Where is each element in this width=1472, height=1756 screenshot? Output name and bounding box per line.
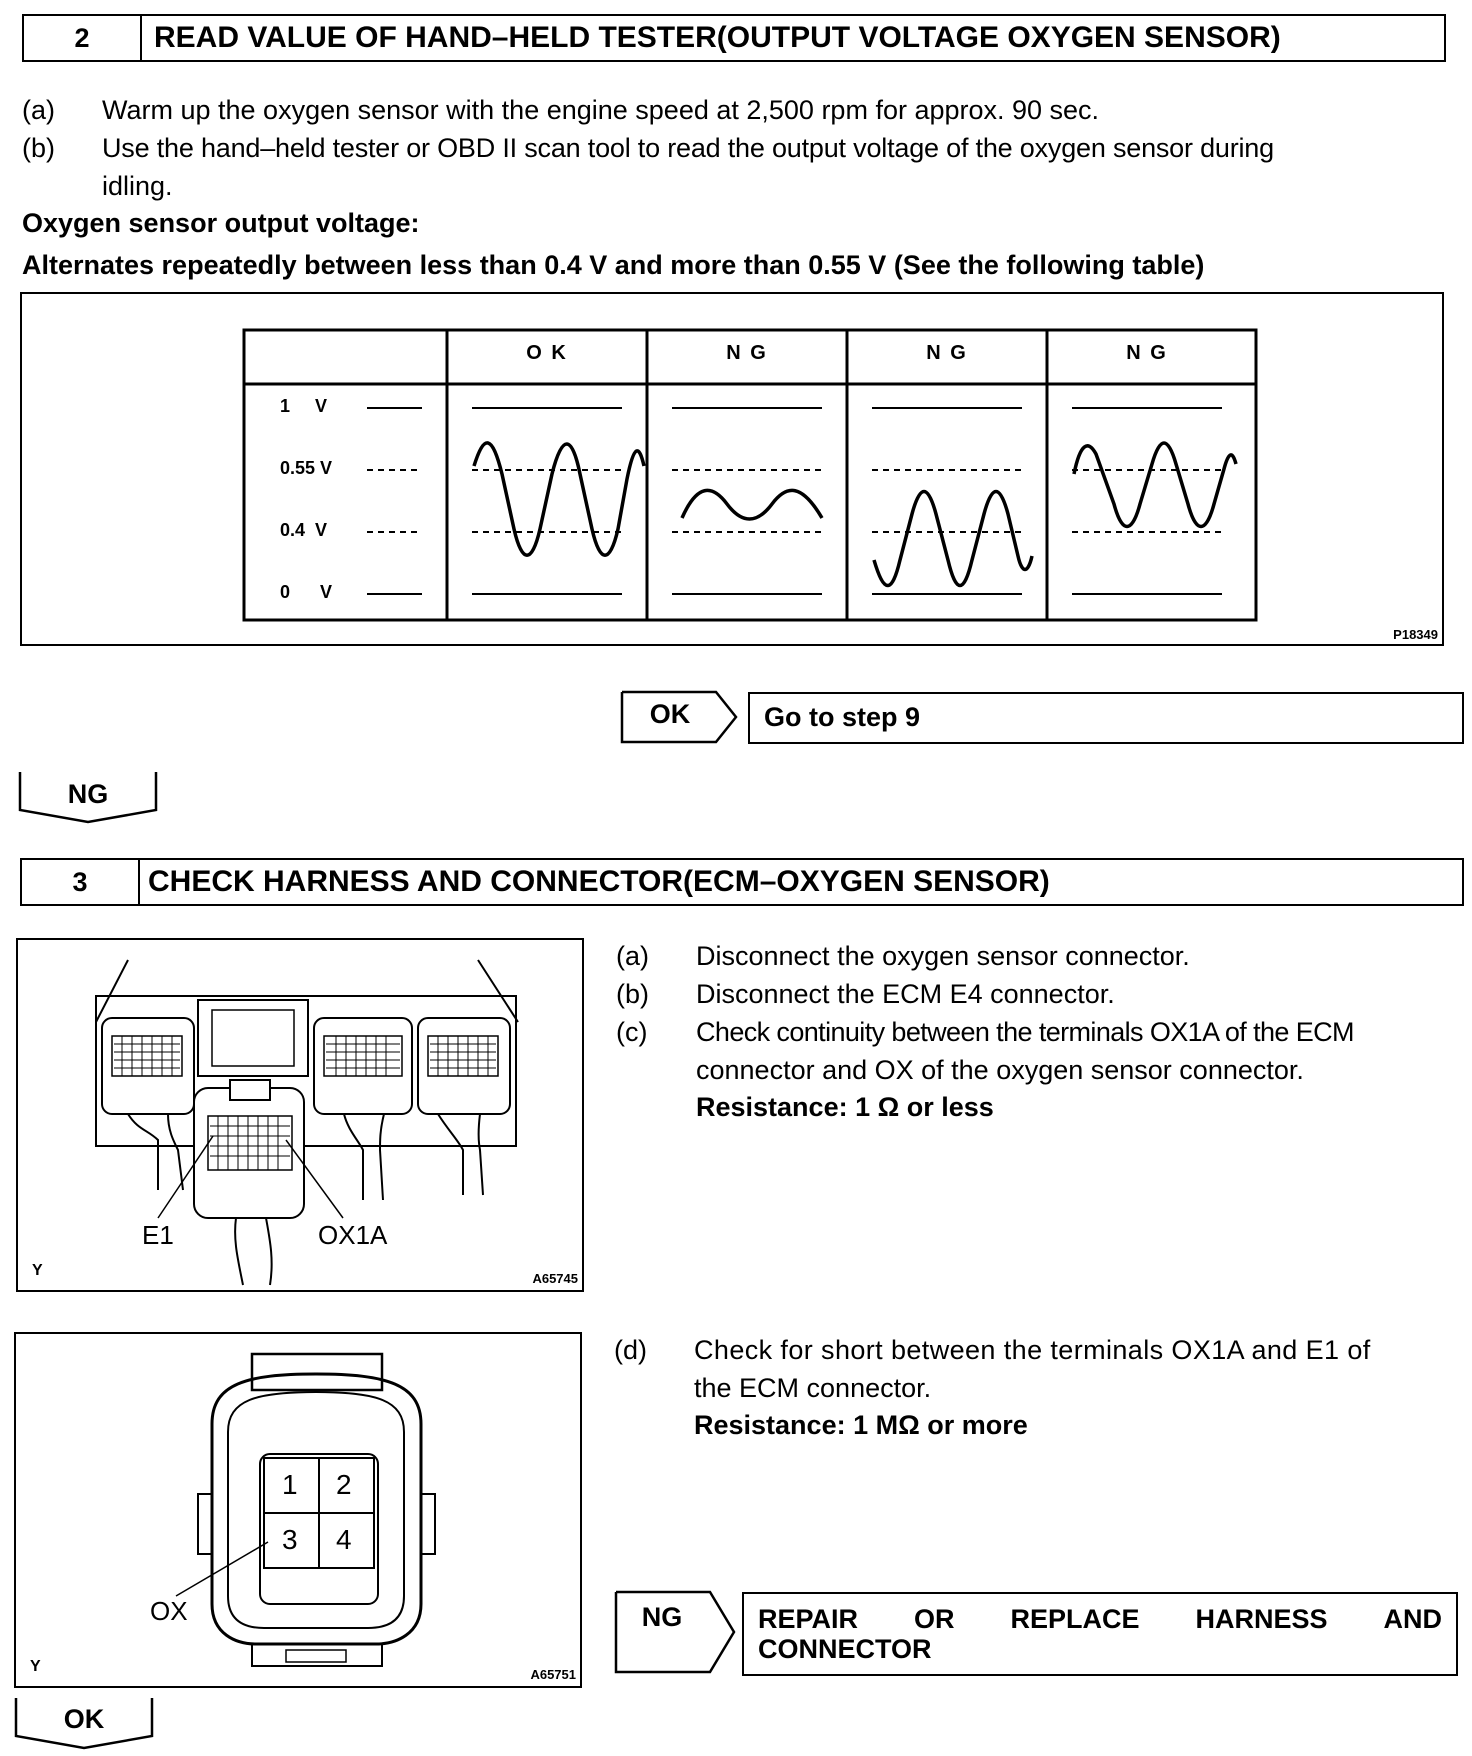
level-label: 0 V — [280, 582, 333, 602]
level-label: 1 V — [280, 396, 328, 416]
ok-result-text: Go to step 9 — [764, 702, 921, 732]
label-ox: OX — [150, 1596, 188, 1626]
ng-result-word: HARNESS — [1195, 1604, 1328, 1634]
item-label: (b) — [616, 979, 649, 1009]
spec-resistance-1: Resistance: 1 Ω or less — [696, 1092, 994, 1122]
item-label: (d) — [614, 1335, 647, 1365]
label-e1: E1 — [142, 1220, 174, 1250]
oxygen-sensor-connector-drawing — [16, 1334, 580, 1686]
item-label: (c) — [616, 1017, 648, 1047]
item-text: Use the hand–held tester or OBD II scan tool to read the output voltage of the oxygen sensor during — [102, 133, 1274, 163]
column-header-ok: O K — [526, 342, 568, 364]
figure-code: A65751 — [530, 1667, 576, 1682]
pin-number: 4 — [336, 1524, 352, 1555]
item-text: Check for short between the terminals OX1A and E1 of — [694, 1335, 1371, 1365]
step-3-header — [20, 858, 1464, 906]
ng-flag: NG — [67, 779, 109, 809]
ng-flag: NG — [641, 1602, 683, 1632]
pin-number: 2 — [336, 1469, 352, 1500]
ng-result-word: OR — [914, 1604, 955, 1634]
ok-flag: OK — [63, 1704, 105, 1734]
item-text: Disconnect the oxygen sensor connector. — [696, 941, 1190, 971]
spec-value: Alternates repeatedly between less than 0.4 V and more than 0.55 V (See the following table) — [22, 250, 1205, 280]
step-2-header — [22, 14, 1446, 62]
waveform-figure — [20, 292, 1444, 646]
column-header-ng: N G — [726, 342, 768, 364]
step-title: READ VALUE OF HAND–HELD TESTER(OUTPUT VOLTAGE OXYGEN SENSOR) — [154, 21, 1281, 54]
column-header-ng: N G — [1126, 342, 1168, 364]
ng-result-line2: CONNECTOR — [758, 1634, 932, 1664]
item-label: (b) — [22, 133, 55, 163]
item-text: Check continuity between the terminals OX1A of the ECM — [696, 1017, 1354, 1047]
ng-result-line1 — [758, 1604, 1442, 1635]
item-text: the ECM connector. — [694, 1373, 932, 1403]
pin-number: 3 — [282, 1524, 298, 1555]
column-header-ng: N G — [926, 342, 968, 364]
level-label: 0.4 V — [280, 520, 328, 540]
step-number: 2 — [24, 16, 142, 60]
ok-result — [748, 692, 1464, 744]
oxygen-sensor-connector-figure — [14, 1332, 582, 1688]
item-text: idling. — [102, 171, 173, 201]
item-text: Warm up the oxygen sensor with the engine speed at 2,500 rpm for approx. 90 sec. — [102, 95, 1100, 125]
ok-flag: OK — [649, 699, 691, 729]
ng-result — [742, 1592, 1458, 1676]
spec-title: Oxygen sensor output voltage: — [22, 208, 420, 238]
item-text: Disconnect the ECM E4 connector. — [696, 979, 1115, 1009]
ecm-connector-drawing — [18, 940, 582, 1290]
level-label: 0.55 V — [280, 458, 333, 478]
item-label: (a) — [616, 941, 649, 971]
figure-corner-mark: Y — [30, 1658, 41, 1675]
label-ox1a: OX1A — [318, 1220, 388, 1250]
ng-result-word: REPLACE — [1010, 1604, 1140, 1634]
figure-code: A65745 — [532, 1271, 578, 1286]
pin-number: 1 — [282, 1469, 298, 1500]
item-text: connector and OX of the oxygen sensor connector. — [696, 1055, 1304, 1085]
spec-resistance-2: Resistance: 1 MΩ or more — [694, 1410, 1028, 1440]
item-label: (a) — [22, 95, 55, 125]
step-number: 3 — [22, 860, 140, 904]
ng-result-word: REPAIR — [758, 1604, 859, 1634]
figure-code: P18349 — [1393, 627, 1438, 642]
figure-corner-mark: Y — [32, 1262, 43, 1279]
ecm-connector-figure — [16, 938, 584, 1292]
ng-result-word: AND — [1383, 1604, 1442, 1634]
step-title: CHECK HARNESS AND CONNECTOR(ECM–OXYGEN SENSOR) — [148, 865, 1050, 898]
